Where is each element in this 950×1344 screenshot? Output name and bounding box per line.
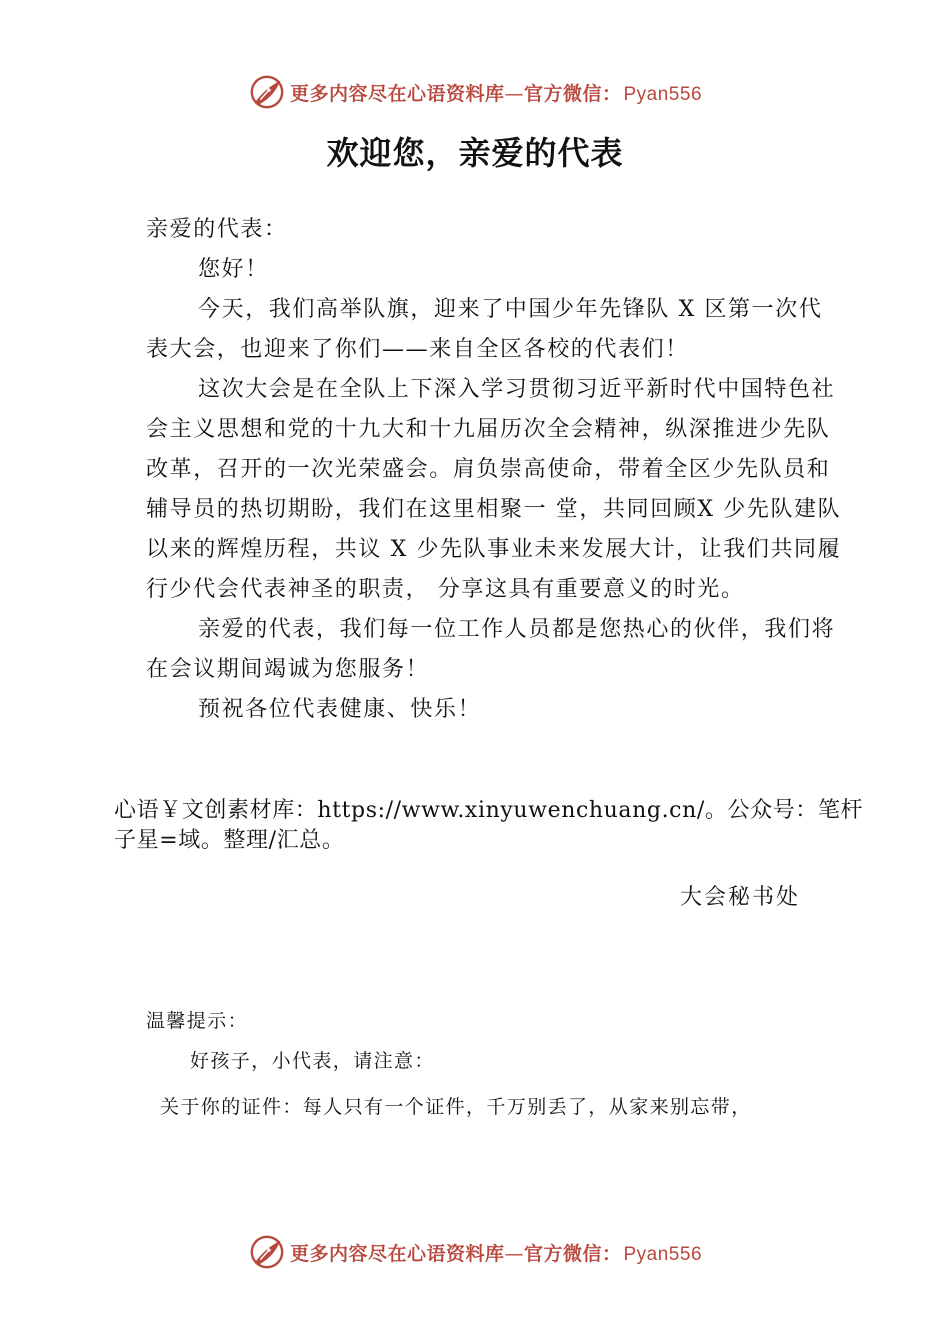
watermark-text: 更多内容尽在心语资料库—官方微信： Pyan556 [289,1242,703,1265]
letter-body [146,210,846,730]
letter-paragraph: 这次大会是在全队上下深入学习贯彻习近平新时代中国特色社会主义思想和党的十九大和十九届历次全会精神，纵深推进少先队改革，召开的一次光荣盛会。肩负崇高使命，带着全区少先队员和辅导员的热切期盼，我们在这里相聚一 堂，共同回顾X 少先队建队以来的辉煌历程，共议 X 少先队事业未来发展大计，让我们共同履行少代会代表神圣的职责， 分享这具有重要意义的时光。 [146,377,842,602]
watermark-text: 更多内容尽在心语资料库—官方微信： Pyan556 [289,82,703,105]
letter-paragraph: 预祝各位代表健康、快乐！ [198,697,482,722]
source-note: 心语￥文创素材库：https://www.xinyuwenchuang.cn/。公众号：笔杆子星=域。整理/汇总。 [114,798,864,853]
letter-salutation: 亲爱的代表： [146,217,288,242]
letter-paragraph: 亲爱的代表，我们每一位工作人员都是您热心的伙伴，我们将在会议期间竭诚为您服务！ [146,617,836,682]
tips-heading: 温馨提示： [146,1010,249,1032]
pen-nib-logo-icon [248,73,286,111]
letter-greeting: 您好！ [198,257,269,282]
letter-paragraph: 今天，我们高举队旗，迎来了中国少年先锋队 X 区第一次代表大会，也迎来了你们——来自全区各校的代表们！ [146,297,823,362]
footer-watermark [0,1232,950,1272]
pen-nib-logo-icon [248,1233,286,1271]
signature: 大会秘书处 [680,885,801,910]
page-title: 欢迎您，亲爱的代表 [326,134,624,172]
tips-body: 关于你的证件：每人只有一个证件，千万别丢了，从家来别忘带， [160,1096,752,1118]
header-watermark [0,72,950,112]
tips-greeting: 好孩子，小代表，请注意： [190,1050,435,1072]
